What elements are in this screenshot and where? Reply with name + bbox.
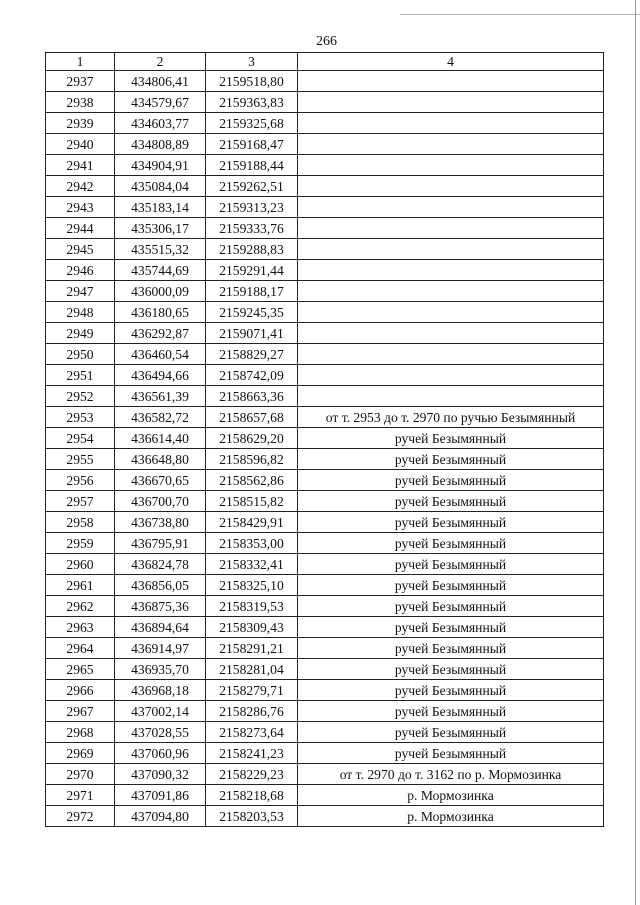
cell-description: р. Мормозинка <box>298 806 604 827</box>
cell-y-coordinate: 2159071,41 <box>206 323 298 344</box>
column-header-y-coordinate: 3 <box>206 53 298 71</box>
cell-point-number: 2969 <box>46 743 115 764</box>
table-row <box>46 344 604 365</box>
cell-point-number: 2939 <box>46 113 115 134</box>
cell-x-coordinate: 434806,41 <box>115 71 206 92</box>
cell-point-number: 2970 <box>46 764 115 785</box>
cell-description: ручей Безымянный <box>298 743 604 764</box>
cell-y-coordinate: 2158332,41 <box>206 554 298 575</box>
cell-y-coordinate: 2158273,64 <box>206 722 298 743</box>
cell-y-coordinate: 2159168,47 <box>206 134 298 155</box>
table-row <box>46 365 604 386</box>
cell-point-number: 2956 <box>46 470 115 491</box>
table-row <box>46 617 604 638</box>
cell-x-coordinate: 436494,66 <box>115 365 206 386</box>
cell-point-number: 2971 <box>46 785 115 806</box>
cell-description <box>298 386 604 407</box>
column-header-description: 4 <box>298 53 604 71</box>
cell-description <box>298 71 604 92</box>
cell-x-coordinate: 437094,80 <box>115 806 206 827</box>
table-row <box>46 785 604 806</box>
table-row <box>46 323 604 344</box>
cell-y-coordinate: 2158203,53 <box>206 806 298 827</box>
cell-description <box>298 155 604 176</box>
cell-description: ручей Безымянный <box>298 680 604 701</box>
table-row <box>46 386 604 407</box>
cell-x-coordinate: 436582,72 <box>115 407 206 428</box>
cell-description <box>298 113 604 134</box>
table-row <box>46 596 604 617</box>
cell-y-coordinate: 2159245,35 <box>206 302 298 323</box>
cell-y-coordinate: 2158429,91 <box>206 512 298 533</box>
cell-x-coordinate: 436894,64 <box>115 617 206 638</box>
cell-description: ручей Безымянный <box>298 596 604 617</box>
cell-y-coordinate: 2158742,09 <box>206 365 298 386</box>
cell-x-coordinate: 437090,32 <box>115 764 206 785</box>
cell-x-coordinate: 435183,14 <box>115 197 206 218</box>
table-row <box>46 575 604 596</box>
cell-x-coordinate: 436738,80 <box>115 512 206 533</box>
cell-x-coordinate: 436292,87 <box>115 323 206 344</box>
table-row <box>46 218 604 239</box>
cell-x-coordinate: 436561,39 <box>115 386 206 407</box>
table-row <box>46 764 604 785</box>
cell-description <box>298 92 604 113</box>
cell-point-number: 2948 <box>46 302 115 323</box>
cell-x-coordinate: 436700,70 <box>115 491 206 512</box>
cell-y-coordinate: 2158629,20 <box>206 428 298 449</box>
table-row <box>46 470 604 491</box>
table-row <box>46 701 604 722</box>
cell-x-coordinate: 436824,78 <box>115 554 206 575</box>
cell-description: ручей Безымянный <box>298 701 604 722</box>
cell-point-number: 2961 <box>46 575 115 596</box>
table-row <box>46 302 604 323</box>
cell-point-number: 2952 <box>46 386 115 407</box>
table-row <box>46 197 604 218</box>
cell-description <box>298 365 604 386</box>
header-row <box>46 53 604 71</box>
cell-description: р. Мормозинка <box>298 785 604 806</box>
cell-y-coordinate: 2159188,44 <box>206 155 298 176</box>
cell-y-coordinate: 2158319,53 <box>206 596 298 617</box>
cell-x-coordinate: 437028,55 <box>115 722 206 743</box>
cell-description: от т. 2953 до т. 2970 по ручью Безымянный <box>298 407 604 428</box>
table-header <box>46 53 604 71</box>
cell-description: ручей Безымянный <box>298 722 604 743</box>
page-number: 266 <box>316 34 337 49</box>
cell-point-number: 2938 <box>46 92 115 113</box>
cell-point-number: 2946 <box>46 260 115 281</box>
table-row <box>46 260 604 281</box>
cell-y-coordinate: 2158325,10 <box>206 575 298 596</box>
cell-description <box>298 134 604 155</box>
cell-x-coordinate: 434808,89 <box>115 134 206 155</box>
cell-point-number: 2941 <box>46 155 115 176</box>
cell-description: ручей Безымянный <box>298 428 604 449</box>
table-row <box>46 428 604 449</box>
cell-y-coordinate: 2158562,86 <box>206 470 298 491</box>
column-header-x-coordinate: 2 <box>115 53 206 71</box>
table-row <box>46 281 604 302</box>
cell-x-coordinate: 434579,67 <box>115 92 206 113</box>
cell-description <box>298 218 604 239</box>
cell-x-coordinate: 436000,09 <box>115 281 206 302</box>
cell-x-coordinate: 434904,91 <box>115 155 206 176</box>
coordinates-table <box>45 52 604 827</box>
cell-point-number: 2950 <box>46 344 115 365</box>
cell-description <box>298 239 604 260</box>
cell-description: ручей Безымянный <box>298 491 604 512</box>
table-row <box>46 491 604 512</box>
cell-y-coordinate: 2158218,68 <box>206 785 298 806</box>
cell-x-coordinate: 436795,91 <box>115 533 206 554</box>
cell-description: ручей Безымянный <box>298 617 604 638</box>
cell-y-coordinate: 2159288,83 <box>206 239 298 260</box>
table-row <box>46 155 604 176</box>
cell-y-coordinate: 2158663,36 <box>206 386 298 407</box>
scan-edge-line-right <box>635 0 636 905</box>
cell-description <box>298 302 604 323</box>
cell-x-coordinate: 436968,18 <box>115 680 206 701</box>
cell-point-number: 2949 <box>46 323 115 344</box>
cell-x-coordinate: 435306,17 <box>115 218 206 239</box>
cell-y-coordinate: 2158279,71 <box>206 680 298 701</box>
cell-point-number: 2942 <box>46 176 115 197</box>
cell-x-coordinate: 436856,05 <box>115 575 206 596</box>
cell-y-coordinate: 2158596,82 <box>206 449 298 470</box>
cell-point-number: 2962 <box>46 596 115 617</box>
cell-x-coordinate: 436614,40 <box>115 428 206 449</box>
table-row <box>46 92 604 113</box>
table-row <box>46 806 604 827</box>
cell-description <box>298 344 604 365</box>
cell-point-number: 2964 <box>46 638 115 659</box>
cell-point-number: 2957 <box>46 491 115 512</box>
cell-point-number: 2959 <box>46 533 115 554</box>
cell-description: ручей Безымянный <box>298 449 604 470</box>
cell-x-coordinate: 437091,86 <box>115 785 206 806</box>
cell-point-number: 2958 <box>46 512 115 533</box>
cell-point-number: 2965 <box>46 659 115 680</box>
cell-x-coordinate: 435084,04 <box>115 176 206 197</box>
cell-description: ручей Безымянный <box>298 659 604 680</box>
cell-point-number: 2972 <box>46 806 115 827</box>
table-row <box>46 743 604 764</box>
cell-point-number: 2940 <box>46 134 115 155</box>
cell-point-number: 2960 <box>46 554 115 575</box>
cell-point-number: 2963 <box>46 617 115 638</box>
cell-x-coordinate: 436875,36 <box>115 596 206 617</box>
cell-y-coordinate: 2159188,17 <box>206 281 298 302</box>
cell-y-coordinate: 2159333,76 <box>206 218 298 239</box>
table-row <box>46 71 604 92</box>
cell-point-number: 2968 <box>46 722 115 743</box>
table-row <box>46 722 604 743</box>
cell-description: ручей Безымянный <box>298 638 604 659</box>
cell-x-coordinate: 436180,65 <box>115 302 206 323</box>
table-row <box>46 176 604 197</box>
cell-description: ручей Безымянный <box>298 533 604 554</box>
cell-description: от т. 2970 до т. 3162 по р. Мормозинка <box>298 764 604 785</box>
cell-description <box>298 281 604 302</box>
cell-x-coordinate: 437002,14 <box>115 701 206 722</box>
cell-y-coordinate: 2158291,21 <box>206 638 298 659</box>
cell-y-coordinate: 2158515,82 <box>206 491 298 512</box>
cell-point-number: 2954 <box>46 428 115 449</box>
cell-point-number: 2955 <box>46 449 115 470</box>
cell-description <box>298 260 604 281</box>
cell-point-number: 2966 <box>46 680 115 701</box>
cell-y-coordinate: 2158657,68 <box>206 407 298 428</box>
cell-y-coordinate: 2159518,80 <box>206 71 298 92</box>
cell-y-coordinate: 2158241,23 <box>206 743 298 764</box>
table-row <box>46 533 604 554</box>
table-row <box>46 449 604 470</box>
table-row <box>46 113 604 134</box>
cell-y-coordinate: 2158229,23 <box>206 764 298 785</box>
table-row <box>46 554 604 575</box>
cell-point-number: 2937 <box>46 71 115 92</box>
cell-x-coordinate: 436648,80 <box>115 449 206 470</box>
cell-point-number: 2951 <box>46 365 115 386</box>
cell-point-number: 2947 <box>46 281 115 302</box>
table-row <box>46 659 604 680</box>
scan-edge-line-top <box>400 14 640 15</box>
cell-x-coordinate: 436460,54 <box>115 344 206 365</box>
cell-point-number: 2945 <box>46 239 115 260</box>
cell-y-coordinate: 2158309,43 <box>206 617 298 638</box>
cell-x-coordinate: 436914,97 <box>115 638 206 659</box>
cell-description: ручей Безымянный <box>298 575 604 596</box>
table-body <box>46 71 604 827</box>
table-row <box>46 239 604 260</box>
cell-point-number: 2953 <box>46 407 115 428</box>
cell-x-coordinate: 435515,32 <box>115 239 206 260</box>
table-row <box>46 512 604 533</box>
cell-description: ручей Безымянный <box>298 470 604 491</box>
cell-description: ручей Безымянный <box>298 554 604 575</box>
cell-y-coordinate: 2159325,68 <box>206 113 298 134</box>
cell-y-coordinate: 2158353,00 <box>206 533 298 554</box>
table-row <box>46 638 604 659</box>
cell-point-number: 2943 <box>46 197 115 218</box>
cell-y-coordinate: 2159363,83 <box>206 92 298 113</box>
cell-x-coordinate: 434603,77 <box>115 113 206 134</box>
cell-point-number: 2944 <box>46 218 115 239</box>
cell-y-coordinate: 2158281,04 <box>206 659 298 680</box>
cell-y-coordinate: 2159291,44 <box>206 260 298 281</box>
cell-y-coordinate: 2158829,27 <box>206 344 298 365</box>
cell-x-coordinate: 435744,69 <box>115 260 206 281</box>
cell-point-number: 2967 <box>46 701 115 722</box>
table-row <box>46 134 604 155</box>
cell-x-coordinate: 437060,96 <box>115 743 206 764</box>
cell-x-coordinate: 436670,65 <box>115 470 206 491</box>
cell-y-coordinate: 2159262,51 <box>206 176 298 197</box>
cell-description <box>298 323 604 344</box>
table-row <box>46 680 604 701</box>
cell-x-coordinate: 436935,70 <box>115 659 206 680</box>
column-header-point-number: 1 <box>46 53 115 71</box>
cell-description: ручей Безымянный <box>298 512 604 533</box>
table-row <box>46 407 604 428</box>
cell-description <box>298 176 604 197</box>
cell-description <box>298 197 604 218</box>
cell-y-coordinate: 2158286,76 <box>206 701 298 722</box>
cell-y-coordinate: 2159313,23 <box>206 197 298 218</box>
